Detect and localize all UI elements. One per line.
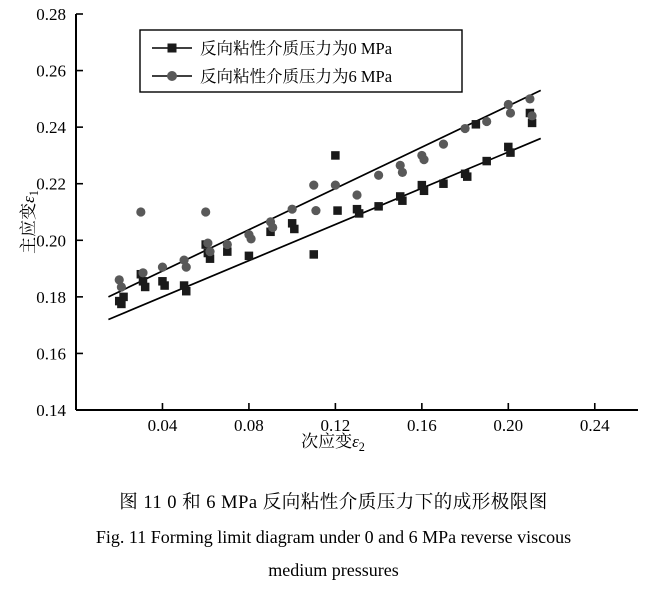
data-point <box>504 100 513 109</box>
data-point <box>374 202 383 211</box>
data-point <box>246 234 255 243</box>
data-point <box>352 190 361 199</box>
data-point <box>290 225 299 234</box>
x-tick-label: 0.16 <box>406 416 437 435</box>
x-tick-label: 0.20 <box>493 416 524 435</box>
data-point <box>527 111 536 120</box>
data-point <box>482 117 491 126</box>
legend-label: 反向粘性介质压力为6 MPa <box>200 67 393 86</box>
data-point <box>182 287 191 296</box>
y-tick-label: 0.16 <box>36 344 66 364</box>
x-axis-title: 次应变$\varepsilon_2$ <box>301 432 365 454</box>
figure-caption-english-line2: medium pressures <box>268 560 399 580</box>
data-point <box>160 281 169 290</box>
data-point <box>309 181 318 190</box>
data-point <box>119 293 128 302</box>
legend-label: 反向粘性介质压力为0 MPa <box>200 39 393 58</box>
data-point <box>201 207 210 216</box>
data-point <box>419 155 428 164</box>
x-tick-label: 0.24 <box>579 416 610 435</box>
data-point <box>506 148 515 157</box>
figure-caption-chinese: 图 11 0 和 6 MPa 反向粘性介质压力下的成形极限图 <box>119 493 548 513</box>
figure-caption-english-line1: Fig. 11 Forming limit diagram under 0 and 6 MPa reverse viscous <box>95 527 572 547</box>
y-tick-label: 0.24 <box>36 118 66 138</box>
data-point <box>138 268 147 277</box>
data-point <box>245 252 254 260</box>
data-point <box>525 94 534 103</box>
data-point <box>420 187 429 196</box>
data-point <box>203 239 212 248</box>
data-point <box>482 157 491 166</box>
data-point <box>460 124 469 133</box>
data-point <box>136 207 145 216</box>
data-point <box>117 282 126 291</box>
data-point <box>268 223 277 232</box>
x-tick-label: 0.08 <box>234 416 264 435</box>
data-point <box>182 263 191 272</box>
data-point <box>331 151 340 160</box>
data-point <box>333 206 342 215</box>
y-tick-label: 0.20 <box>36 231 66 251</box>
data-point <box>223 240 232 249</box>
data-point <box>205 247 214 256</box>
legend-marker <box>168 44 177 53</box>
y-axis-title: 主应变$\varepsilon_1$ <box>19 190 41 254</box>
y-tick-label: 0.18 <box>36 287 66 307</box>
data-point <box>310 250 319 259</box>
data-point <box>472 120 481 129</box>
y-tick-label: 0.14 <box>36 401 66 420</box>
x-tick-label: 0.04 <box>147 416 178 435</box>
data-point <box>398 196 407 205</box>
data-point <box>398 168 407 177</box>
x-tick-label: 0.12 <box>320 416 351 435</box>
data-point <box>439 140 448 149</box>
data-point <box>141 283 150 292</box>
y-tick-label: 0.28 <box>36 5 66 24</box>
data-point <box>288 205 297 214</box>
data-point <box>355 209 364 218</box>
data-point <box>158 263 167 272</box>
data-point <box>374 171 383 180</box>
data-point <box>311 206 320 215</box>
y-tick-label: 0.22 <box>36 174 66 194</box>
data-point <box>331 181 340 190</box>
data-point <box>506 108 515 117</box>
data-point <box>439 179 448 188</box>
data-point <box>463 172 472 181</box>
y-tick-label: 0.26 <box>36 61 66 81</box>
legend-marker <box>167 71 177 81</box>
